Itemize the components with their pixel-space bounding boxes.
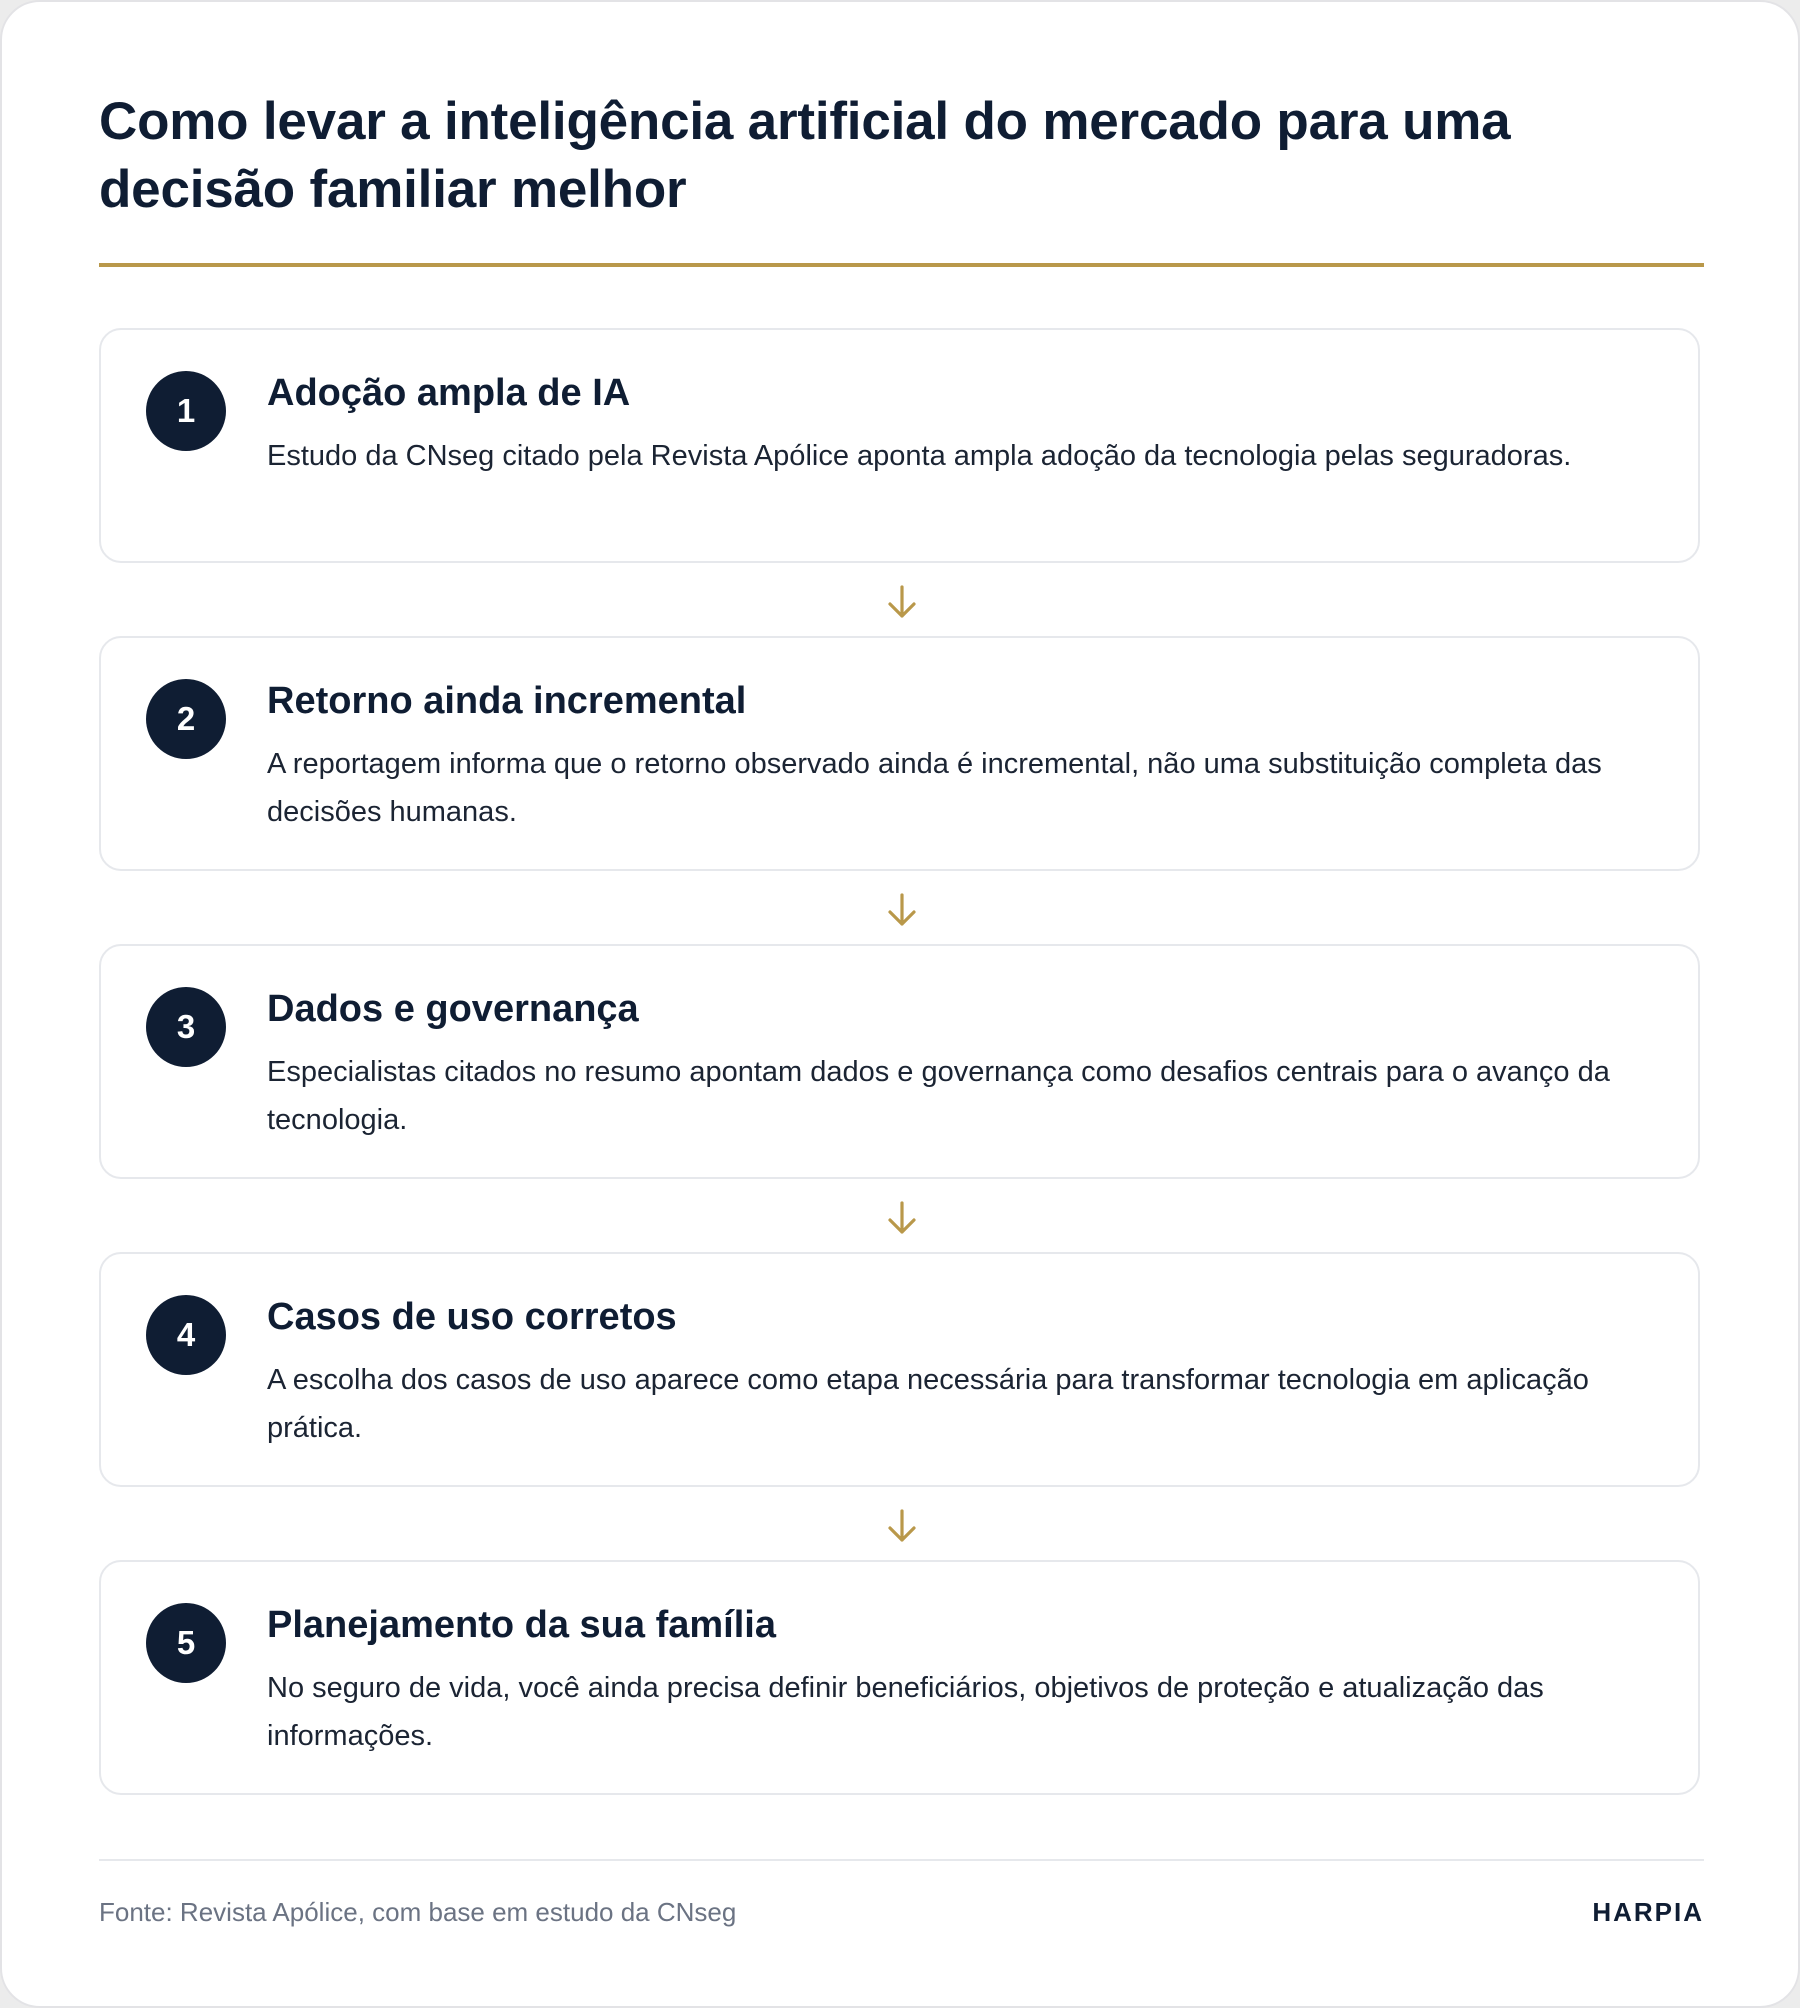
- arrow-down-icon: [882, 1506, 922, 1546]
- step-number-badge: 5: [146, 1603, 226, 1683]
- page-title: Como levar a inteligência artificial do mercado para uma decisão familiar melhor: [99, 92, 1511, 219]
- step-number-badge: 3: [146, 987, 226, 1067]
- step-title: Planejamento da sua família: [267, 1604, 776, 1646]
- arrow-down-icon: [882, 1198, 922, 1238]
- step-description: Estudo da CNseg citado pela Revista Apólice aponta ampla adoção da tecnologia pelas seguradoras.: [267, 440, 1572, 472]
- arrow-down-icon: [882, 890, 922, 930]
- step-title: Casos de uso corretos: [267, 1296, 677, 1338]
- step-card-3: [99, 944, 1700, 1179]
- arrow-down-icon: [882, 582, 922, 622]
- step-description: A escolha dos casos de uso aparece como etapa necessária para transformar tecnologia em aplicação prática.: [267, 1364, 1589, 1444]
- step-title: Retorno ainda incremental: [267, 680, 747, 722]
- step-description: No seguro de vida, você ainda precisa definir beneficiários, objetivos de proteção e atualização das informações.: [267, 1672, 1544, 1752]
- step-number-badge: 1: [146, 371, 226, 451]
- step-card-2: [99, 636, 1700, 871]
- step-number-badge: 2: [146, 679, 226, 759]
- step-title: Dados e governança: [267, 988, 639, 1030]
- step-title: Adoção ampla de IA: [267, 372, 631, 414]
- title-divider: [99, 263, 1704, 267]
- step-number-badge: 4: [146, 1295, 226, 1375]
- step-card-5: [99, 1560, 1700, 1795]
- step-description: Especialistas citados no resumo apontam dados e governança como desafios centrais para o avanço da tecnologia.: [267, 1056, 1610, 1136]
- source-note: Fonte: Revista Apólice, com base em estudo da CNseg: [99, 1897, 737, 1927]
- footer-divider: [99, 1859, 1704, 1861]
- step-card-1: [99, 328, 1700, 563]
- step-description: A reportagem informa que o retorno observado ainda é incremental, não uma substituição completa das decisões humanas.: [267, 748, 1602, 828]
- step-card-4: [99, 1252, 1700, 1487]
- brand-logo: HARPIA: [1592, 1897, 1704, 1927]
